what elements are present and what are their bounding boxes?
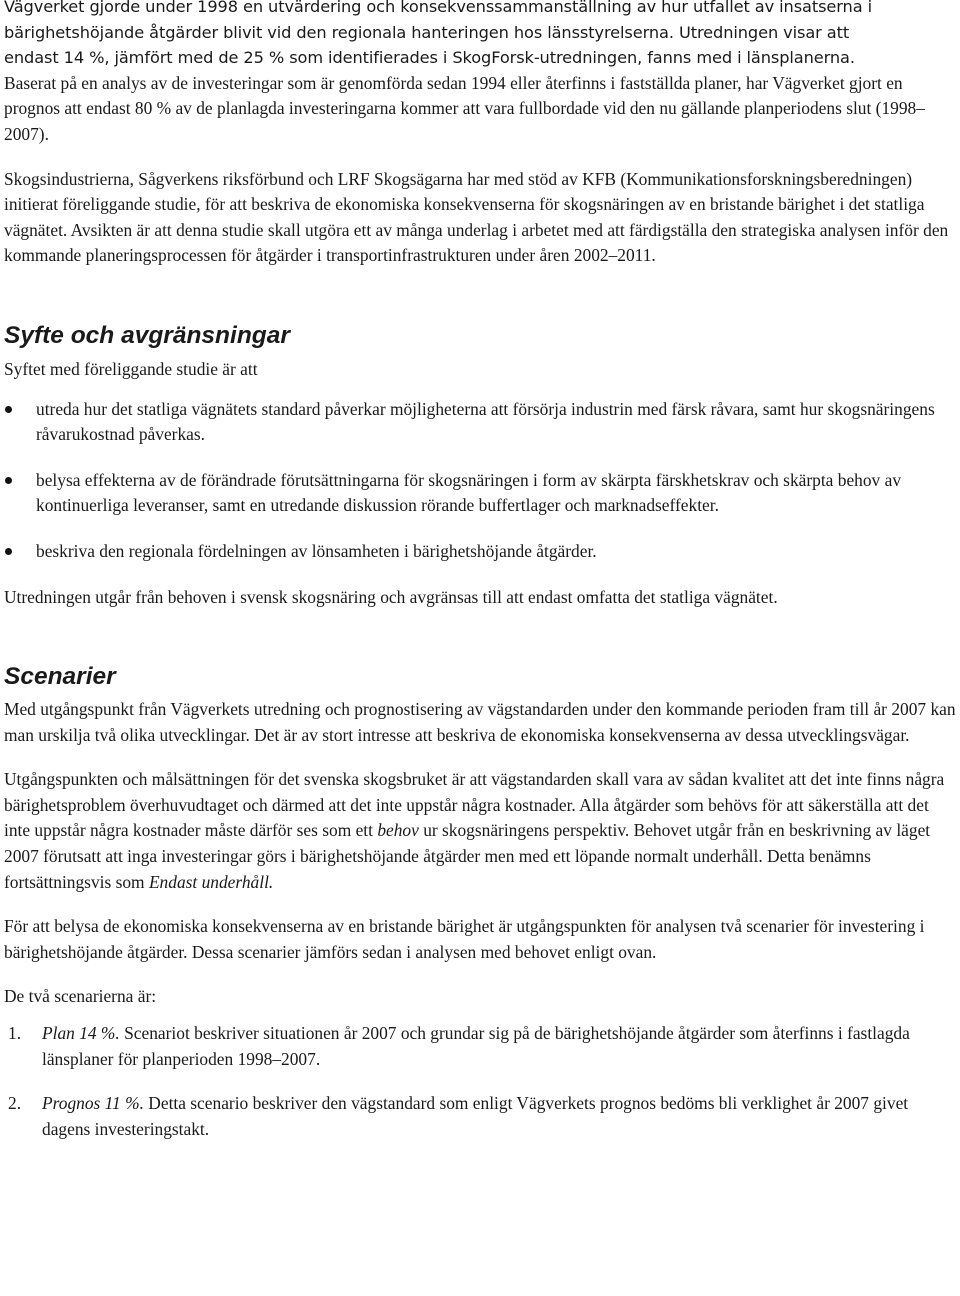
intro-line: endast 14 %, jämfört med de 25 % som identifierades i SkogForsk-utredningen, fanns med i länsplanerna. bbox=[4, 48, 855, 68]
scenario-list bbox=[4, 1021, 956, 1142]
emphasis-behov: behov bbox=[377, 820, 419, 841]
scenario-number: 1. bbox=[8, 1023, 22, 1044]
bullet-text: belysa effekterna av de förändrade förutsättningarna för skogsnäringen i form av skärpta färskhetskrav och skärpta behov av kontinuerliga leveranser, samt en utredande diskussion rörande buffertlager och marknadseffekter. bbox=[36, 469, 902, 516]
scenarier-paragraph-4: De två scenarierna är: bbox=[4, 986, 157, 1007]
list-item bbox=[4, 468, 956, 519]
text-run: ur skogsnäringens perspektiv. Behovet utgår från en beskrivning av läget 2007 förutsatt att inga investeringar görs i bärighetshöjande åtgärder men med ett löpande normalt underhåll. Detta benämns fortsättningsvis som bbox=[4, 820, 931, 892]
bullet-icon bbox=[5, 477, 12, 484]
scenarier-paragraph-2 bbox=[4, 767, 956, 895]
intro-line: Vägverket gjorde under 1998 en utvärdering och konsekvenssammanställning av hur utfallet av insatserna i bbox=[4, 0, 872, 16]
section-heading-scenarier: Scenarier bbox=[4, 663, 116, 691]
scenarier-paragraph-3: För att belysa de ekonomiska konsekvenserna av en bristande bärighet är utgångspunkten för analysen två scenarier för investering i bärighetshöjande åtgärder. Dessa scenarier jämförs sedan i analysen med behovet enligt ovan. bbox=[4, 916, 925, 962]
list-item bbox=[4, 397, 956, 448]
list-item bbox=[4, 1091, 956, 1142]
emphasis-endast-underhall: Endast underhåll. bbox=[148, 871, 274, 892]
bullet-icon bbox=[5, 406, 12, 413]
scenario-text: Detta scenario beskriver den vägstandard som enligt Vägverkets prognos bedöms bli verklighet år 2007 givet dagens investeringstakt. bbox=[42, 1093, 909, 1139]
intro-paragraph-2: Baserat på en analys av de investeringar som är genomförda sedan 1994 eller återfinns i fastställda planer, har Vägverket gjort en prognos att endast 80 % av de planlagda investeringarna kommer att vara fullbordade vid den nu gällande planperiodens slut (1998–2007). bbox=[4, 72, 925, 144]
syfte-closing: Utredningen utgår från behoven i svensk skogsnäring och avgränsas till att endast omfatta det statliga vägnätet. bbox=[4, 586, 778, 607]
document-page bbox=[4, 0, 956, 1142]
intro-line: bärighetshöjande åtgärder blivit vid den regionala hanteringen hos länsstyrelserna. Utredningen visar att bbox=[4, 22, 850, 42]
bullet-text: utreda hur det statliga vägnätets standard påverkar möjligheterna att försörja industrin med färsk råvara, samt hur skogsnäringens råvarukostnad påverkas. bbox=[36, 398, 935, 445]
scenario-name: Plan 14 %. bbox=[42, 1023, 120, 1044]
scenario-text: Scenariot beskriver situationen år 2007 och grundar sig på de bärighetshöjande åtgärder som återfinns i fastlagda länsplaner för planperioden 1998–2007. bbox=[42, 1023, 910, 1069]
section-heading-syfte: Syfte och avgränsningar bbox=[4, 321, 290, 349]
text-run: Utgångspunkten och målsättningen för det svenska skogsbruket är att vägstandarden skall vara av sådan kvalitet att det inte finns några bärighetsproblem överhuvudtaget och därmed att det inte uppstår några kostnader. Alla åtgärder som behövs för att säkerställa att det inte uppstår några kostnader måste därför ses som ett bbox=[4, 769, 945, 841]
intro-paragraph-1 bbox=[4, 0, 956, 71]
scenarier-paragraph-1: Med utgångspunkt från Vägverkets utredning och prognostisering av vägstandarden under den kommande perioden fram till år 2007 kan man urskilja två olika utvecklingar. Det är av stort intresse att beskriva de ekonomiska konsekvenserna av dessa utvecklingsvägar. bbox=[4, 699, 956, 745]
scenario-number: 2. bbox=[8, 1093, 22, 1114]
syfte-lead: Syftet med föreliggande studie är att bbox=[4, 358, 258, 379]
syfte-bullet-list bbox=[4, 397, 956, 565]
scenario-name: Prognos 11 %. bbox=[42, 1093, 144, 1114]
bullet-icon bbox=[5, 548, 12, 555]
intro-paragraph-3: Skogsindustrierna, Sågverkens riksförbund och LRF Skogsägarna har med stöd av KFB (Kommunikationsforskningsberedningen) initierat föreliggande studie, för att beskriva de ekonomiska konsekvenserna för skogsnäringen av en bristande bärighet i det statliga vägnätet. Avsikten är att denna studie skall utgöra ett av många underlag i arbetet med att färdigställa den strategiska analysen inför den kommande planeringsprocessen för åtgärder i transportinfrastrukturen under åren 2002–2011. bbox=[4, 168, 949, 266]
bullet-text: beskriva den regionala fördelningen av lönsamheten i bärighetshöjande åtgärder. bbox=[36, 540, 597, 561]
list-item bbox=[4, 1021, 956, 1072]
list-item bbox=[4, 539, 956, 565]
